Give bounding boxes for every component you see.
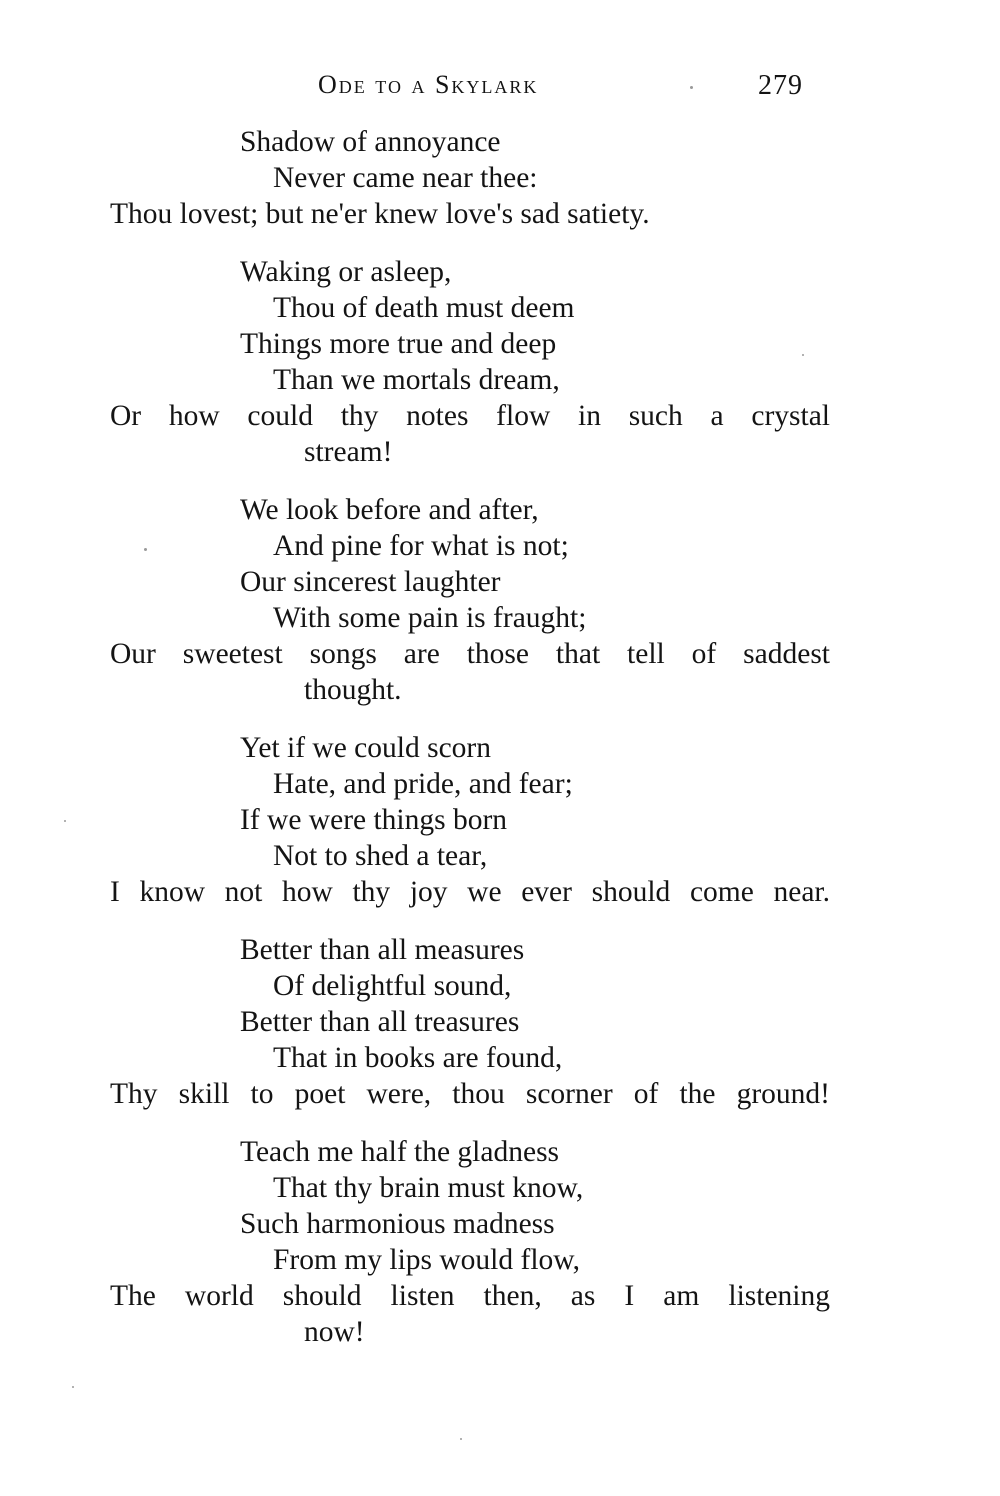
poem-line: Thou lovest; but ne'er knew love's sad satiety. xyxy=(110,198,650,230)
poem-line: Not to shed a tear, xyxy=(273,840,488,872)
scan-speck xyxy=(690,86,693,89)
poem-line: I know not how thy joy we ever should come near. xyxy=(110,876,830,908)
poem-line: Shadow of annoyance xyxy=(240,126,501,158)
poem-line: Teach me half the gladness xyxy=(240,1136,560,1168)
poem-line: That thy brain must know, xyxy=(273,1172,584,1204)
poem-line: Better than all treasures xyxy=(240,1006,520,1038)
poem-line: Or how could thy notes flow in such a crystal xyxy=(110,400,830,432)
stanza-4 xyxy=(0,730,1000,910)
poem-line: And pine for what is not; xyxy=(273,530,569,562)
poem-line: Things more true and deep xyxy=(240,328,557,360)
poem-line: If we were things born xyxy=(240,804,508,836)
poem-line: Of delightful sound, xyxy=(273,970,512,1002)
page-header xyxy=(0,70,1000,110)
poem-line-runover: thought. xyxy=(304,674,402,706)
stanza-3 xyxy=(0,492,1000,708)
poem-line-runover: stream! xyxy=(304,436,393,468)
poem-line: From my lips would flow, xyxy=(273,1244,581,1276)
page-number: 279 xyxy=(758,70,803,101)
poem-body xyxy=(0,124,1000,1372)
poem-line: Hate, and pride, and fear; xyxy=(273,768,573,800)
poem-line: Our sweetest songs are those that tell of saddest xyxy=(110,638,830,670)
poem-line: Thy skill to poet were, thou scorner of the ground! xyxy=(110,1078,830,1110)
running-title: Ode to a Skylark xyxy=(318,70,539,99)
stanza-2 xyxy=(0,254,1000,470)
stanza-1 xyxy=(0,124,1000,232)
poem-line: That in books are found, xyxy=(273,1042,563,1074)
poem-line: Than we mortals dream, xyxy=(273,364,560,396)
stanza-5 xyxy=(0,932,1000,1112)
poem-line: Thou of death must deem xyxy=(273,292,575,324)
poem-line: Never came near thee: xyxy=(273,162,538,194)
poem-line-runover: now! xyxy=(304,1316,365,1348)
poem-line: Such harmonious madness xyxy=(240,1208,555,1240)
scan-speck xyxy=(144,548,147,551)
stanza-6 xyxy=(0,1134,1000,1350)
poem-line: With some pain is fraught; xyxy=(273,602,587,634)
scan-speck xyxy=(460,1438,462,1440)
poem-line: The world should listen then, as I am listening xyxy=(110,1280,830,1312)
poem-line: Waking or asleep, xyxy=(240,256,452,288)
scan-speck xyxy=(802,354,804,356)
poem-line: Our sincerest laughter xyxy=(240,566,501,598)
poem-line: We look before and after, xyxy=(240,494,539,526)
poem-line: Yet if we could scorn xyxy=(240,732,491,764)
scan-speck xyxy=(72,1386,74,1388)
poem-line: Better than all measures xyxy=(240,934,525,966)
scan-speck xyxy=(64,820,66,822)
